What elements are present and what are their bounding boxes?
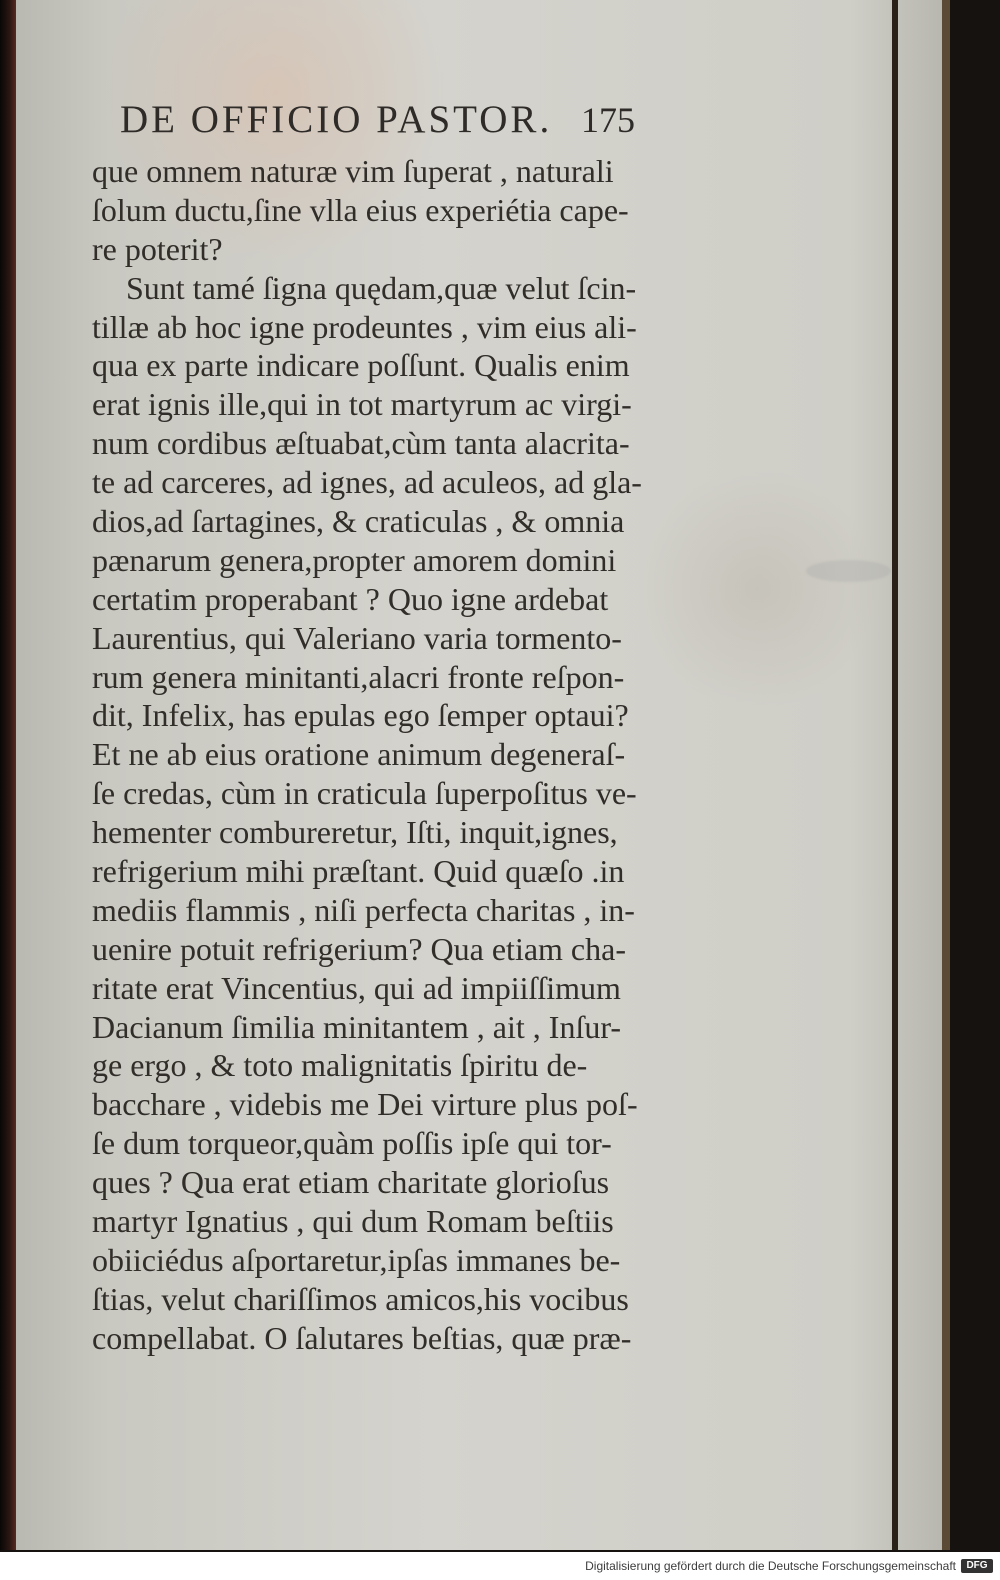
text-line: re poterit? (92, 230, 223, 267)
text-line: erat ignis ille,qui in tot martyrum ac virgi- (92, 386, 632, 423)
text-line: Laurentius, qui Valeriano varia tormento- (92, 619, 622, 656)
text-line: ſe dum torqueor,quàm poſſis ipſe qui tor- (92, 1125, 612, 1162)
latin-text-block (92, 152, 720, 1368)
text-line: dit, Infelix, has epulas ego ſemper optaui? (92, 697, 629, 734)
book-page (16, 0, 950, 1550)
text-line: ſtias, velut chariſſimos amicos,his vocibus (92, 1280, 629, 1317)
text-line: Dacianum ſimilia minitantem , ait , Inſur- (92, 1008, 621, 1045)
text-line: que omnem naturæ vim ſuperat , naturali (92, 153, 614, 189)
page-right-edge (892, 0, 898, 1550)
text-line: martyr Ignatius , qui dum Romam beſtiis (92, 1203, 614, 1240)
margin-smudge (806, 560, 891, 582)
text-line: qua ex parte indicare poſſunt. Qualis enim (92, 347, 630, 384)
text-line: rum genera minitanti,alacri fronte reſpon- (92, 658, 625, 695)
running-header (120, 88, 730, 152)
dfg-logo: DFG (961, 1559, 993, 1573)
text-line: ſolum ductu,ſine vlla eius experiétia cape- (92, 191, 629, 228)
text-line: hementer combureretur, Iſti, inquit,ignes, (92, 814, 618, 851)
text-line: pænarum genera,propter amorem domini (92, 541, 617, 578)
text-line: bacchare , videbis me Dei virture plus poſ- (92, 1086, 638, 1123)
page-number: 175 (580, 100, 635, 140)
text-line: dios,ad ſartagines, & craticulas , & omnia (92, 503, 625, 540)
text-line: ques ? Qua erat etiam charitate glorioſus (92, 1164, 610, 1201)
text-line: Et ne ab eius oratione animum degeneraſ- (92, 736, 626, 773)
text-line: Sunt tamé ſigna quędam,quæ velut ſcin- (126, 269, 637, 306)
text-line: ritate erat Vincentius, qui ad impiiſſimum (92, 969, 621, 1006)
text-line: compellabat. O ſalutares beſtias, quæ præ- (92, 1319, 632, 1356)
text-line: mediis flammis , niſi perfecta charitas , in- (92, 891, 635, 928)
book-spine-edge (0, 0, 16, 1550)
text-line: ſe credas, cùm in craticula ſuperpoſitus ve- (92, 775, 637, 812)
text-line: certatim properabant ? Quo igne ardebat (92, 580, 609, 617)
text-line: refrigerium mihi præſtant. Quid quæſo .in (92, 853, 625, 890)
text-line: te ad carceres, ad ignes, ad aculeos, ad gla- (92, 464, 642, 501)
digitization-footer (0, 1552, 1000, 1580)
text-line: num cordibus æſtuabat,cùm tanta alacrita- (92, 425, 630, 462)
text-line: uenire potuit refrigerium? Qua etiam cha- (92, 930, 626, 967)
text-line: ge ergo , & toto malignitatis ſpiritu de- (92, 1047, 588, 1084)
header-title: DE OFFICIO PASTOR. (120, 98, 553, 141)
digitization-credit: Digitalisierung gefördert durch die Deutsche Forschungsgemeinschaft (585, 1559, 956, 1573)
text-line: obiiciédus aſportaretur,ipſas immanes be- (92, 1241, 621, 1278)
text-line: tillæ ab hoc igne prodeuntes , vim eius ali- (92, 308, 637, 345)
